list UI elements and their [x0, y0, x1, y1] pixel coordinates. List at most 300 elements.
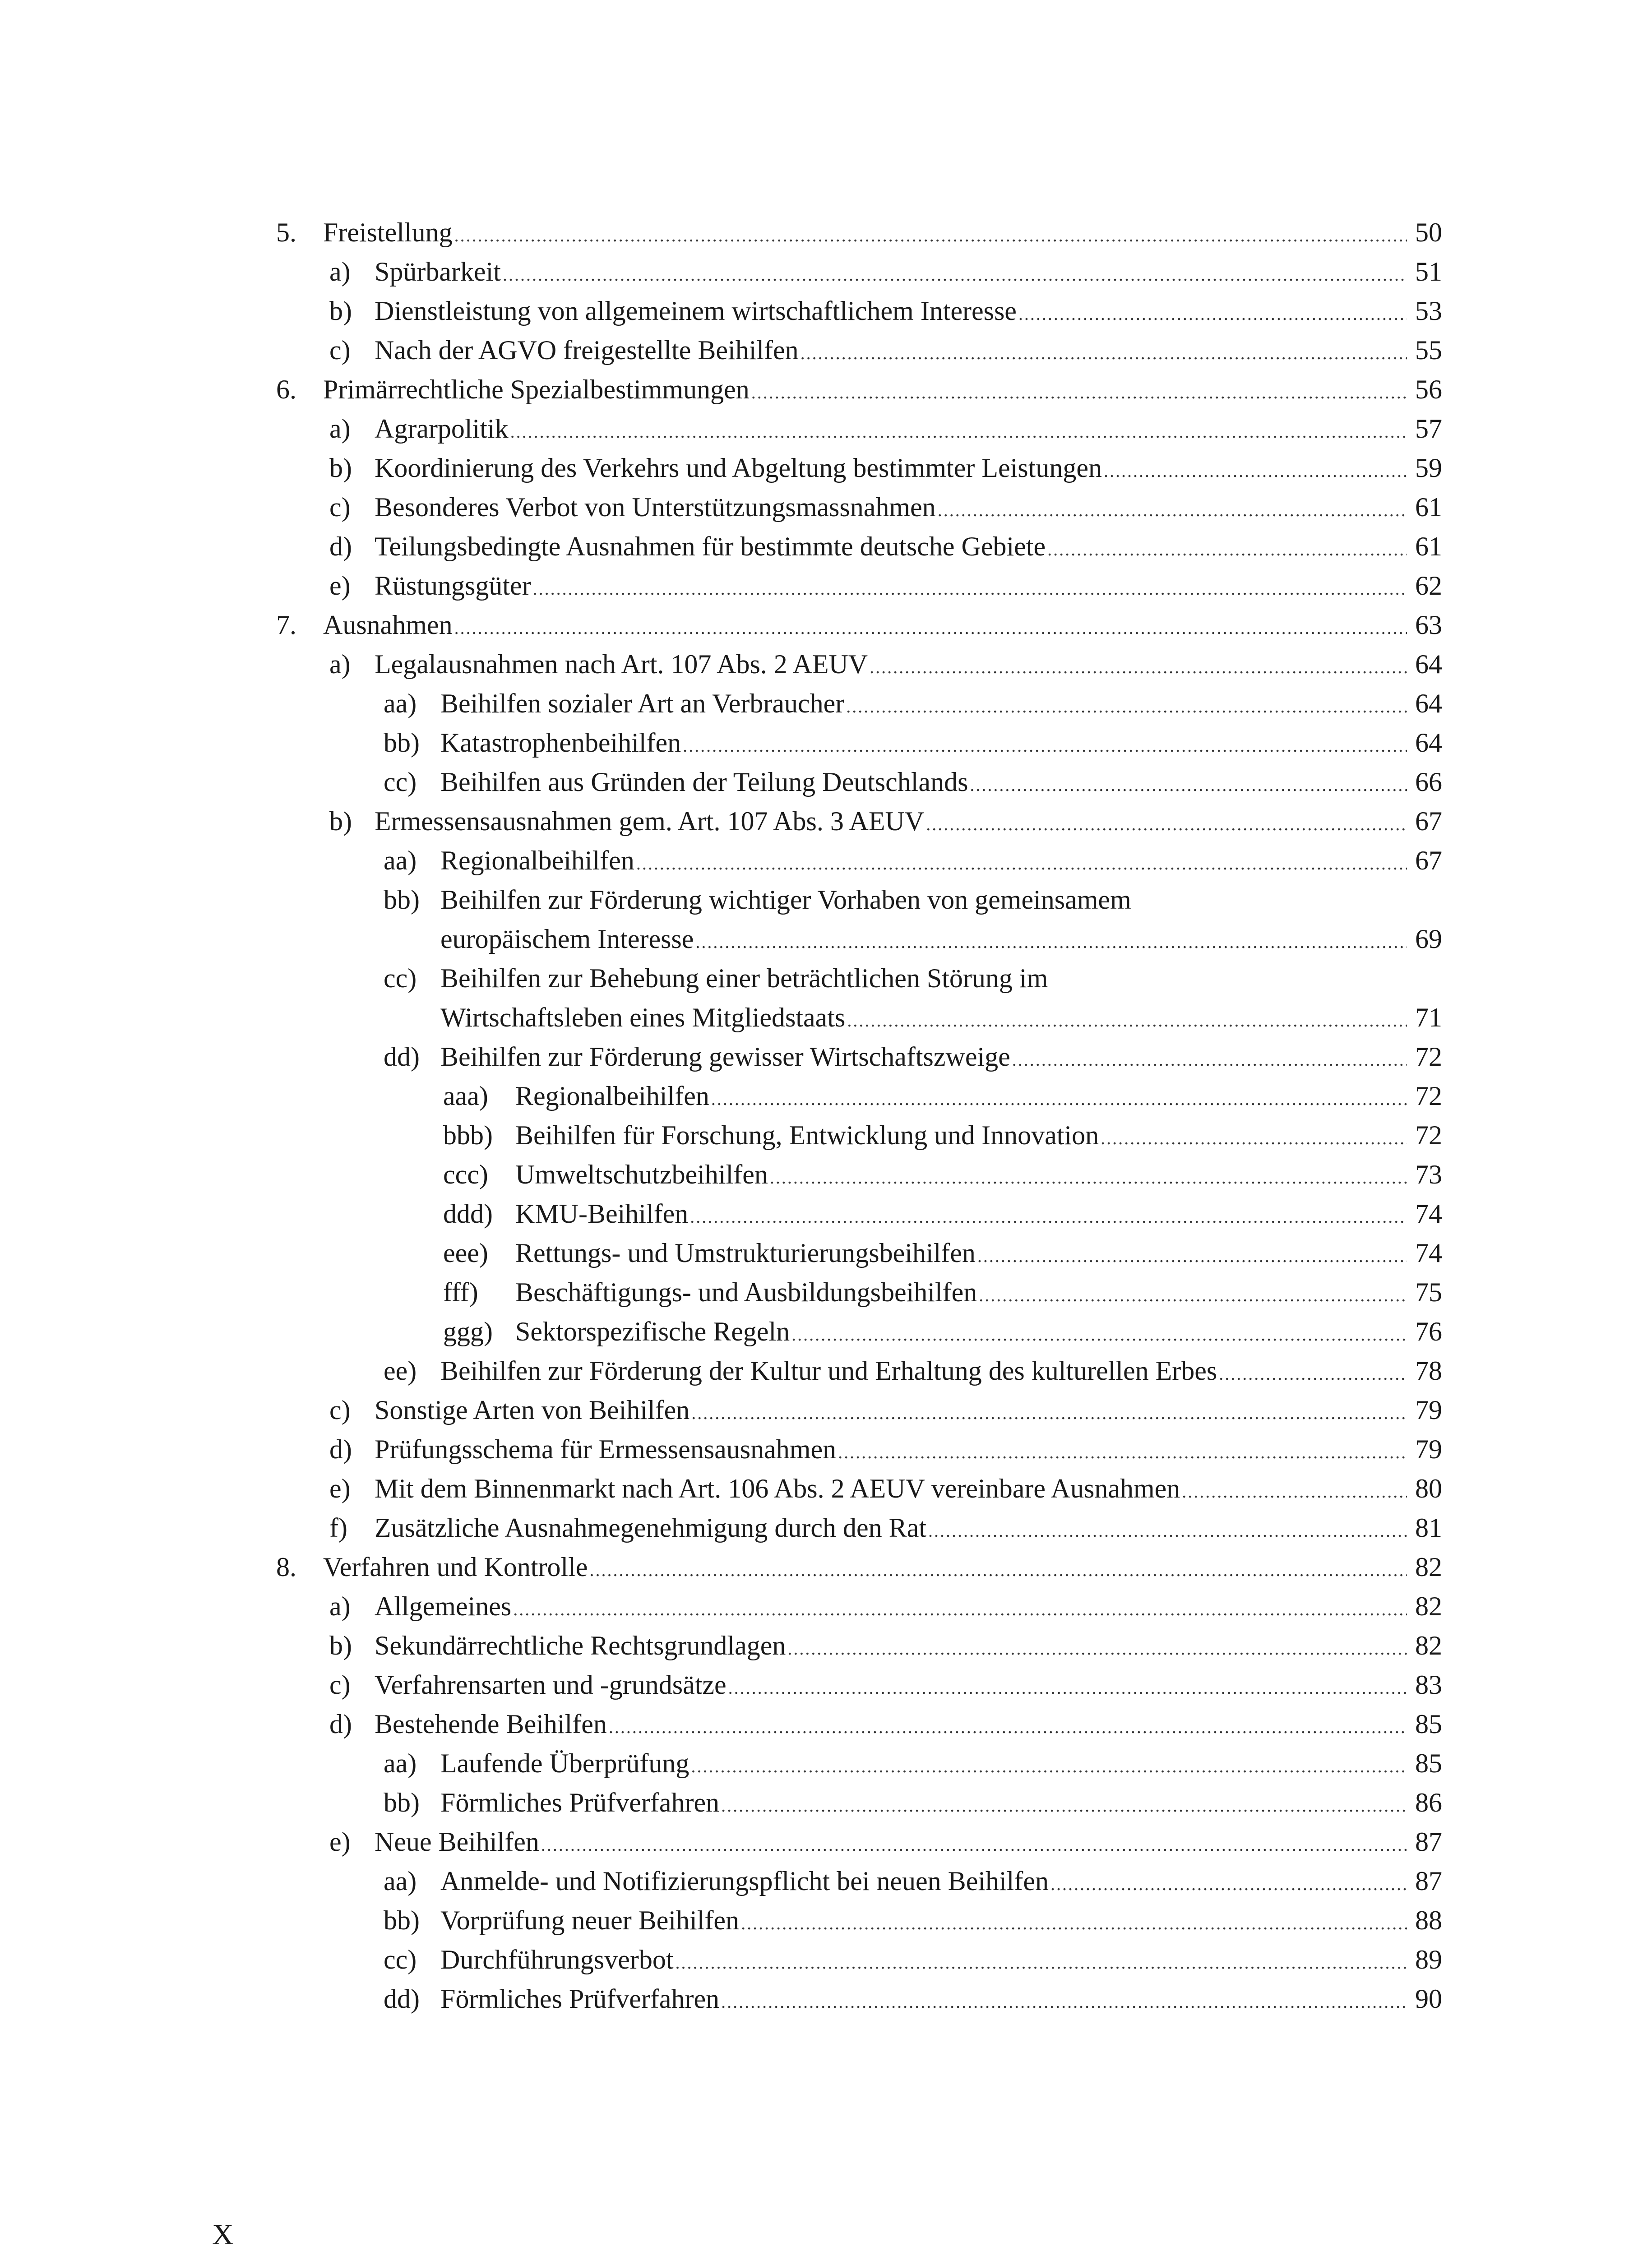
toc-entry-title: Vorprüfung neuer Beihilfen: [440, 1905, 740, 1935]
page-number: X: [212, 2218, 234, 2251]
dot-leader: [541, 1825, 1407, 1864]
toc-entry-line: [440, 880, 1442, 920]
toc-entry: [276, 959, 1442, 1037]
toc-entry-text: [440, 1744, 1442, 1783]
toc-entry-text: [375, 488, 1442, 527]
toc-entry-title: Durchführungsverbot: [440, 1945, 674, 1974]
toc-entry-page: 50: [1415, 217, 1442, 247]
toc-entry-title: Nach der AGVO freigestellte Beihilfen: [375, 335, 799, 365]
toc-entry: [276, 1391, 1442, 1430]
toc-entry-number: aaa): [443, 1081, 488, 1111]
toc-entry: [276, 1783, 1442, 1822]
dot-leader: [711, 1079, 1407, 1119]
toc-entry-line: [440, 998, 1442, 1037]
toc-entry-page: 81: [1415, 1513, 1442, 1543]
dot-leader: [979, 1276, 1407, 1315]
toc-entry-page: 71: [1415, 1003, 1442, 1032]
toc-entry-number: a): [329, 414, 351, 444]
toc-entry-title: Rettungs- und Umstrukturierungsbeihilfen: [515, 1238, 976, 1268]
toc-entry-line: [440, 1979, 1442, 2019]
toc-entry: [276, 1430, 1442, 1469]
toc-entry-page: 87: [1415, 1827, 1442, 1857]
dot-leader: [1018, 294, 1407, 333]
dot-leader: [589, 1550, 1407, 1590]
toc-entry-text: [375, 291, 1442, 331]
toc-entry-page: 82: [1415, 1591, 1442, 1621]
toc-entry-line: [375, 802, 1442, 841]
dot-leader: [926, 804, 1407, 844]
toc-entry: [276, 1705, 1442, 1744]
toc-entry-line: [440, 841, 1442, 880]
toc-entry-title: Spürbarkeit: [375, 257, 501, 287]
toc-entry-number: fff): [443, 1277, 478, 1307]
toc-entry-line: [440, 1901, 1442, 1940]
toc-entry: [276, 1312, 1442, 1351]
toc-entry-number: ggg): [443, 1317, 493, 1346]
toc-entry-text: [440, 959, 1442, 1037]
dot-leader: [847, 1001, 1407, 1040]
toc-entry-text: [440, 1351, 1442, 1391]
toc-entry: [276, 1626, 1442, 1665]
dot-leader: [728, 1668, 1407, 1707]
toc-entry-line: [375, 331, 1442, 370]
toc-entry-line: [440, 1783, 1442, 1822]
toc-entry-text: [515, 1077, 1442, 1116]
toc-entry-text: [375, 1626, 1442, 1665]
toc-entry-line: [375, 1391, 1442, 1430]
toc-entry-number: dd): [384, 1984, 420, 2014]
toc-entry-title: Zusätzliche Ausnahmegenehmigung durch den Rat: [375, 1513, 926, 1543]
dot-leader: [533, 569, 1407, 608]
dot-leader: [721, 1982, 1407, 2021]
toc-entry-text: [375, 331, 1442, 370]
toc-entry: [276, 252, 1442, 291]
toc-entry-page: 85: [1415, 1709, 1442, 1739]
toc-entry-line: [440, 959, 1442, 998]
toc-entry-text: [375, 1587, 1442, 1626]
dot-leader: [690, 1197, 1407, 1236]
dot-leader: [970, 765, 1407, 804]
toc-entry-page: 79: [1415, 1395, 1442, 1425]
toc-entry-number: c): [329, 492, 351, 522]
toc-entry-page: 62: [1415, 571, 1442, 601]
toc-entry-page: 88: [1415, 1905, 1442, 1935]
toc-entry: [276, 1116, 1442, 1155]
toc-entry-number: a): [329, 1591, 351, 1621]
toc-entry: [276, 1077, 1442, 1116]
dot-leader: [691, 1747, 1407, 1786]
toc-entry-title: Beschäftigungs- und Ausbildungsbeihilfen: [515, 1277, 977, 1307]
toc-entry-title: Laufende Überprüfung: [440, 1748, 689, 1778]
toc-entry-line: [515, 1116, 1442, 1155]
toc-entry-text: [515, 1194, 1442, 1234]
toc-entry-number: e): [329, 1827, 351, 1857]
toc-entry-title: Beihilfen für Forschung, Entwicklung und Innovation: [515, 1120, 1099, 1150]
toc-entry-number: eee): [443, 1238, 488, 1268]
toc-entry-text: [375, 566, 1442, 606]
toc-entry-number: aa): [384, 1866, 417, 1896]
toc-entry-page: 64: [1415, 728, 1442, 758]
toc-entry: [276, 763, 1442, 802]
toc-entry-line: [440, 1940, 1442, 1979]
toc-entry-text: [375, 409, 1442, 448]
toc-entry-text: [440, 1979, 1442, 2019]
toc-entry-text: [375, 645, 1442, 684]
toc-entry-text: [440, 723, 1442, 763]
toc-entry-number: ee): [384, 1356, 417, 1386]
toc-entry-title: Rüstungsgüter: [375, 571, 531, 601]
toc-entry: [276, 684, 1442, 723]
toc-entry: [276, 488, 1442, 527]
toc-entry: [276, 1037, 1442, 1077]
toc-entry-page: 61: [1415, 532, 1442, 561]
toc-entry-title: KMU-Beihilfen: [515, 1199, 689, 1229]
toc-entry-page: 56: [1415, 374, 1442, 404]
toc-entry-line: [515, 1194, 1442, 1234]
toc-entry-line: [440, 1744, 1442, 1783]
toc-entry-page: 82: [1415, 1552, 1442, 1582]
toc-entry-line: [375, 1665, 1442, 1705]
toc-entry-text: [375, 1430, 1442, 1469]
toc-entry: [276, 841, 1442, 880]
toc-entry-number: b): [329, 1631, 352, 1660]
toc-entry-page: 87: [1415, 1866, 1442, 1896]
toc-entry-title: Freistellung: [323, 217, 453, 247]
toc-entry-text: [375, 1705, 1442, 1744]
dot-leader: [801, 333, 1407, 373]
toc-entry-text: [440, 1901, 1442, 1940]
dot-leader: [510, 412, 1407, 451]
toc-entry-page: 74: [1415, 1238, 1442, 1268]
toc-entry-line: [375, 291, 1442, 331]
toc-entry-number: 7.: [276, 610, 296, 640]
toc-entry: [276, 1587, 1442, 1626]
toc-entry-number: bb): [384, 1905, 420, 1935]
dot-leader: [787, 1629, 1407, 1668]
toc-entry-number: aa): [384, 846, 417, 875]
toc-entry-page: 73: [1415, 1160, 1442, 1189]
toc-entry-line: [440, 1862, 1442, 1901]
toc-entry-title: Förmliches Prüfverfahren: [440, 1984, 720, 2014]
dot-leader: [454, 608, 1407, 647]
toc-entry: [276, 331, 1442, 370]
toc-entry: [276, 1469, 1442, 1508]
toc-entry: [276, 1862, 1442, 1901]
toc-entry-page: 78: [1415, 1356, 1442, 1386]
toc-entry-page: 57: [1415, 414, 1442, 444]
toc-entry-page: 64: [1415, 649, 1442, 679]
dot-leader: [1101, 1119, 1407, 1158]
toc-entry-number: cc): [384, 1945, 417, 1974]
toc-entry-text: [440, 684, 1442, 723]
toc-entry-title: Neue Beihilfen: [375, 1827, 539, 1857]
toc-entry-page: 67: [1415, 806, 1442, 836]
toc-entry-page: 64: [1415, 689, 1442, 718]
toc-entry-text: [323, 370, 1442, 409]
toc-entry: [276, 1194, 1442, 1234]
dot-leader: [1050, 1864, 1407, 1904]
toc-entry-number: c): [329, 1670, 351, 1700]
toc-entry-line: [375, 488, 1442, 527]
toc-entry-text: [440, 1862, 1442, 1901]
toc-entry: [276, 1508, 1442, 1548]
toc-entry-number: bb): [384, 1788, 420, 1817]
toc-entry-page: 66: [1415, 767, 1442, 797]
toc-entry: [276, 566, 1442, 606]
toc-entry-page: 51: [1415, 257, 1442, 287]
toc-entry: [276, 409, 1442, 448]
toc-entry-number: c): [329, 1395, 351, 1425]
toc-entry-page: 72: [1415, 1120, 1442, 1150]
toc-entry-number: e): [329, 1474, 351, 1503]
toc-entry-line: [515, 1273, 1442, 1312]
dot-leader: [676, 1943, 1407, 1982]
toc-entry-title: Beihilfen sozialer Art an Verbraucher: [440, 689, 845, 718]
toc-entry-number: d): [329, 1709, 352, 1739]
toc-entry: [276, 880, 1442, 959]
dot-leader: [870, 647, 1407, 687]
toc-entry-title: Anmelde- und Notifizierungspflicht bei neuen Beihilfen: [440, 1866, 1049, 1896]
toc-entry-title: Ermessensausnahmen gem. Art. 107 Abs. 3 AEUV: [375, 806, 925, 836]
toc-entry: [276, 802, 1442, 841]
toc-entry-title: Mit dem Binnenmarkt nach Art. 106 Abs. 2 AEUV vereinbare Ausnahmen: [375, 1474, 1180, 1503]
toc-entry: [276, 527, 1442, 566]
toc-entry-number: bbb): [443, 1120, 493, 1150]
toc-entry-page: 72: [1415, 1081, 1442, 1111]
toc-entry: [276, 1822, 1442, 1862]
dot-leader: [721, 1786, 1407, 1825]
toc-entry-text: [440, 763, 1442, 802]
dot-leader: [695, 922, 1407, 962]
dot-leader: [791, 1315, 1407, 1354]
toc-entry-page: 75: [1415, 1277, 1442, 1307]
toc-entry: [276, 1979, 1442, 2019]
dot-leader: [691, 1393, 1407, 1433]
dot-leader: [609, 1707, 1407, 1747]
toc-entry-text: [515, 1155, 1442, 1194]
toc-entry-line: [440, 763, 1442, 802]
toc-entry: [276, 1548, 1442, 1587]
dot-leader: [751, 373, 1407, 412]
toc-entry-number: c): [329, 335, 351, 365]
toc-entry: [276, 1940, 1442, 1979]
toc-entry-title: Regionalbeihilfen: [515, 1081, 709, 1111]
toc-entry-title: Ausnahmen: [323, 610, 453, 640]
toc-entry-text: [515, 1116, 1442, 1155]
toc-entry-text: [323, 213, 1442, 252]
toc-entry-line: [375, 527, 1442, 566]
toc-entry-number: bb): [384, 728, 420, 758]
toc-entry-title: Regionalbeihilfen: [440, 846, 634, 875]
toc-entry-title: Verfahren und Kontrolle: [323, 1552, 588, 1582]
toc-entry-number: aa): [384, 1748, 417, 1778]
toc-entry-title: Beihilfen zur Förderung der Kultur und Erhaltung des kulturellen Erbes: [440, 1356, 1217, 1386]
toc-entry-title: Primärrechtliche Spezialbestimmungen: [323, 374, 750, 404]
toc-entry-number: a): [329, 257, 351, 287]
toc-entry-title: Teilungsbedingte Ausnahmen für bestimmte deutsche Gebiete: [375, 532, 1046, 561]
toc-entry-text: [375, 1469, 1442, 1508]
dot-leader: [838, 1433, 1407, 1472]
toc-entry-page: 83: [1415, 1670, 1442, 1700]
toc-entry-text: [375, 802, 1442, 841]
toc-entry: [276, 1744, 1442, 1783]
dot-leader: [1219, 1354, 1407, 1393]
toc-entry-title: Beihilfen zur Förderung gewisser Wirtschaftszweige: [440, 1042, 1010, 1072]
toc-entry: [276, 1273, 1442, 1312]
toc-entry-line: [323, 1548, 1442, 1587]
dot-leader: [1012, 1040, 1407, 1079]
toc-entry-line: [440, 1351, 1442, 1391]
toc-entry: [276, 1234, 1442, 1273]
toc-entry: [276, 1155, 1442, 1194]
toc-entry-number: 6.: [276, 374, 296, 404]
toc-entry-number: aa): [384, 689, 417, 718]
toc-entry-number: d): [329, 532, 352, 561]
toc-entry-text: [323, 1548, 1442, 1587]
toc-entry-line: [375, 1508, 1442, 1548]
toc-entry-title: Katastrophenbeihilfen: [440, 728, 681, 758]
toc-entry-page: 63: [1415, 610, 1442, 640]
dot-leader: [846, 687, 1407, 726]
toc-entry-page: 69: [1415, 924, 1442, 954]
toc-entry-number: bb): [384, 885, 420, 915]
toc-entry-line: [375, 1587, 1442, 1626]
toc-entry-line: [375, 1469, 1442, 1508]
toc-entry: [276, 291, 1442, 331]
toc-entry-line: [375, 1822, 1442, 1862]
dot-leader: [928, 1511, 1407, 1550]
toc-entry-text: [323, 606, 1442, 645]
toc-entry-title: Legalausnahmen nach Art. 107 Abs. 2 AEUV: [375, 649, 868, 679]
toc-entry-page: 85: [1415, 1748, 1442, 1778]
toc-entry-title: Koordinierung des Verkehrs und Abgeltung bestimmter Leistungen: [375, 453, 1102, 483]
toc-entry-number: d): [329, 1434, 352, 1464]
toc-entry-text: [375, 252, 1442, 291]
toc-entry-page: 55: [1415, 335, 1442, 365]
toc-entry-title: Beihilfen zur Förderung wichtiger Vorhaben von gemeinsamem: [440, 885, 1131, 915]
toc-entry: [276, 1901, 1442, 1940]
toc-entry: [276, 448, 1442, 488]
toc-entry-title: Prüfungsschema für Ermessensausnahmen: [375, 1434, 837, 1464]
toc-entry-line: [515, 1234, 1442, 1273]
toc-entry-title: Besonderes Verbot von Unterstützungsmassnahmen: [375, 492, 936, 522]
toc-entry: [276, 645, 1442, 684]
toc-entry-page: 79: [1415, 1434, 1442, 1464]
toc-entry-title: Sektorspezifische Regeln: [515, 1317, 790, 1346]
toc-entry-line: [440, 920, 1442, 959]
toc-entry-line: [375, 448, 1442, 488]
toc-entry-line: [375, 1626, 1442, 1665]
toc-entry-text: [440, 1940, 1442, 1979]
toc-entry-title: Agrarpolitik: [375, 414, 509, 444]
toc-entry-page: 86: [1415, 1788, 1442, 1817]
toc-entry-text: [440, 1037, 1442, 1077]
toc-entry-line: [375, 1430, 1442, 1469]
toc-entry-page: 80: [1415, 1474, 1442, 1503]
toc-entry-text: [375, 1665, 1442, 1705]
dot-leader: [513, 1590, 1407, 1629]
toc-entry-line: [375, 645, 1442, 684]
toc-entry-title: Verfahrensarten und -grundsätze: [375, 1670, 727, 1700]
dot-leader: [503, 255, 1407, 294]
toc-entry-text: [515, 1312, 1442, 1351]
toc-entry-text: [515, 1273, 1442, 1312]
toc-entry-page: 90: [1415, 1984, 1442, 2014]
toc-entry-text: [440, 880, 1442, 959]
toc-entry-title: Allgemeines: [375, 1591, 512, 1621]
toc-entry: [276, 1665, 1442, 1705]
toc-entry-number: b): [329, 453, 352, 483]
toc-entry-text: [375, 448, 1442, 488]
toc-entry-number: dd): [384, 1042, 420, 1072]
toc-entry-number: e): [329, 571, 351, 601]
toc-entry-number: b): [329, 806, 352, 836]
toc-entry-page: 76: [1415, 1317, 1442, 1346]
toc-entry-page: 61: [1415, 492, 1442, 522]
toc-entry-line: [323, 606, 1442, 645]
toc-entry: [276, 213, 1442, 252]
toc-entry-line: [323, 213, 1442, 252]
dot-leader: [636, 844, 1407, 883]
toc-entry-page: 89: [1415, 1945, 1442, 1974]
toc-entry-page: 72: [1415, 1042, 1442, 1072]
toc-entry-page: 74: [1415, 1199, 1442, 1229]
dot-leader: [1104, 451, 1407, 490]
toc-entry-title: europäischem Interesse: [440, 924, 694, 954]
toc-entry-text: [375, 1822, 1442, 1862]
toc-entry-text: [515, 1234, 1442, 1273]
dot-leader: [770, 1158, 1407, 1197]
dot-leader: [454, 216, 1407, 255]
toc-entry: [276, 606, 1442, 645]
toc-entry-line: [323, 370, 1442, 409]
toc-entry-page: 82: [1415, 1631, 1442, 1660]
toc-entry-page: 53: [1415, 296, 1442, 326]
toc-entry-title: Bestehende Beihilfen: [375, 1709, 607, 1739]
toc-entry-page: 67: [1415, 846, 1442, 875]
toc-entry: [276, 370, 1442, 409]
toc-entry-line: [375, 409, 1442, 448]
toc-entry-title: Sekundärrechtliche Rechtsgrundlagen: [375, 1631, 786, 1660]
toc-entry-line: [375, 252, 1442, 291]
toc-entry-title: Sonstige Arten von Beihilfen: [375, 1395, 690, 1425]
toc-entry-title: Dienstleistung von allgemeinem wirtschaftlichem Interesse: [375, 296, 1017, 326]
toc-entry-text: [375, 527, 1442, 566]
toc-entry-text: [375, 1391, 1442, 1430]
toc-entry-number: ddd): [443, 1199, 493, 1229]
dot-leader: [938, 490, 1407, 530]
toc-entry-line: [440, 1037, 1442, 1077]
toc-entry-title: Förmliches Prüfverfahren: [440, 1788, 720, 1817]
toc-entry-line: [515, 1312, 1442, 1351]
toc-entry-number: 5.: [276, 217, 296, 247]
dot-leader: [977, 1236, 1407, 1276]
toc-entry: [276, 1351, 1442, 1391]
toc-entry-text: [375, 1508, 1442, 1548]
toc-entry-number: 8.: [276, 1552, 296, 1582]
toc-entry-number: cc): [384, 963, 417, 993]
toc-entry-text: [440, 1783, 1442, 1822]
toc-entry-line: [440, 723, 1442, 763]
toc-entry-number: a): [329, 649, 351, 679]
toc-entry-title: Beihilfen zur Behebung einer beträchtlichen Störung im: [440, 963, 1048, 993]
toc-entry-line: [515, 1155, 1442, 1194]
toc-entry-title: Beihilfen aus Gründen der Teilung Deutschlands: [440, 767, 968, 797]
dot-leader: [1047, 530, 1407, 569]
toc-entry-line: [375, 566, 1442, 606]
toc-entry-number: ccc): [443, 1160, 488, 1189]
toc-entry-text: [440, 841, 1442, 880]
